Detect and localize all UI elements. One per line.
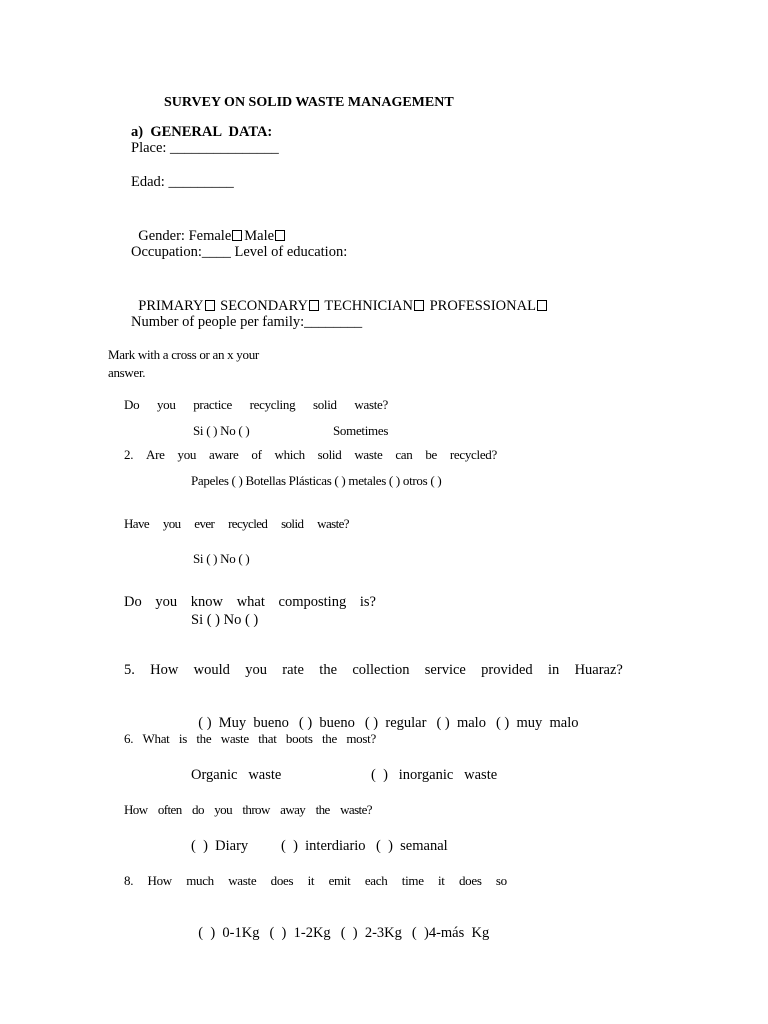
q5-answer-options <box>191 696 579 732</box>
family-people-field[interactable]: Number of people per family:________ <box>131 314 363 330</box>
q8-word: 8. <box>124 873 134 888</box>
q5-word: would <box>193 662 230 678</box>
q5-word: 5. <box>124 662 135 678</box>
q6-word: the <box>321 731 337 746</box>
q2-word: Are <box>146 447 165 462</box>
q5-option[interactable]: ( ) malo <box>436 715 486 731</box>
q7-word: How <box>124 802 148 817</box>
q4-word: know <box>190 594 224 610</box>
q6-word: that <box>258 731 277 746</box>
q2-word: solid <box>317 447 342 462</box>
q1-answer-options[interactable]: Si ( ) No ( ) <box>193 423 250 438</box>
question-5 <box>124 661 623 679</box>
female-checkbox[interactable] <box>232 230 242 241</box>
q7-word: away <box>280 802 306 817</box>
q8-word: time <box>401 873 424 888</box>
male-checkbox[interactable] <box>275 230 285 241</box>
q8-word: does <box>458 873 482 888</box>
q6-word: waste <box>220 731 249 746</box>
q5-word: the <box>319 662 338 678</box>
q3-word: Have <box>124 516 150 531</box>
education-row <box>131 279 549 315</box>
question-1 <box>124 396 388 414</box>
q6-word: most? <box>346 731 376 746</box>
q7-word: do <box>192 802 204 817</box>
q7-word: the <box>315 802 330 817</box>
q6-word: What <box>142 731 170 746</box>
q6-word: is <box>178 731 187 746</box>
q7-word: often <box>157 802 182 817</box>
q5-word: in <box>547 662 560 678</box>
professional-checkbox[interactable] <box>537 300 547 311</box>
place-field[interactable]: Place: _______________ <box>131 140 279 156</box>
male-label: Male <box>244 228 275 244</box>
q6-word: the <box>196 731 212 746</box>
instruction-line-1: Mark with a cross or an x your <box>108 347 259 362</box>
q2-word: 2. <box>124 447 134 462</box>
q2-word: of <box>251 447 262 462</box>
q8-word: waste <box>228 873 257 888</box>
q5-word: collection <box>352 662 410 678</box>
q8-word: it <box>307 873 315 888</box>
q6-word: 6. <box>124 731 134 746</box>
q5-word: service <box>424 662 466 678</box>
q4-word: Do <box>124 594 142 610</box>
q2-word: you <box>177 447 197 462</box>
q7-word: throw <box>242 802 270 817</box>
instruction-line-2: answer. <box>108 365 146 380</box>
q5-option[interactable]: ( ) muy malo <box>495 715 579 731</box>
q8-option[interactable]: ( ) 2-3Kg <box>340 925 402 941</box>
q3-answer-options[interactable]: Si ( ) No ( ) <box>193 551 250 566</box>
q1-word: you <box>156 397 176 412</box>
q4-word: is? <box>359 594 376 610</box>
primary-checkbox[interactable] <box>205 300 215 311</box>
q8-option[interactable]: ( ) 1-2Kg <box>269 925 331 941</box>
q8-word: each <box>364 873 388 888</box>
q1-word: practice <box>193 397 232 412</box>
q3-word: waste? <box>317 516 349 531</box>
question-6 <box>124 730 376 748</box>
q2-word: can <box>395 447 413 462</box>
question-7 <box>124 801 372 819</box>
occupation-field[interactable]: Occupation:____ Level of education: <box>131 244 348 260</box>
age-field[interactable]: Edad: _________ <box>131 174 234 190</box>
q8-word: so <box>495 873 507 888</box>
secondary-checkbox[interactable] <box>309 300 319 311</box>
q2-answer-options[interactable]: Papeles ( ) Botellas Plásticas ( ) metales ( ) otros ( ) <box>191 473 442 488</box>
q5-option[interactable]: ( ) Muy bueno <box>198 715 289 731</box>
female-label: Female <box>188 228 232 244</box>
q1-sometimes-option[interactable]: Sometimes <box>333 423 389 438</box>
primary-label: PRIMARY <box>138 298 204 314</box>
q1-word: Do <box>124 397 140 412</box>
q8-word: does <box>270 873 294 888</box>
q1-word: waste? <box>354 397 388 412</box>
q2-word: waste <box>354 447 383 462</box>
q8-option[interactable]: ( ) 0-1Kg <box>198 925 260 941</box>
secondary-label: SECONDARY <box>220 298 308 314</box>
q3-word: recycled <box>228 516 268 531</box>
q1-word: recycling <box>249 397 296 412</box>
question-8 <box>124 872 507 890</box>
professional-label: PROFESSIONAL <box>429 298 536 314</box>
q7-option-semanal[interactable]: ( ) semanal <box>376 838 448 854</box>
q5-option[interactable]: ( ) regular <box>364 715 427 731</box>
q6-word: boots <box>285 731 313 746</box>
q7-word: waste? <box>340 802 372 817</box>
q7-word: you <box>214 802 232 817</box>
q2-word: be <box>425 447 437 462</box>
q4-word: you <box>155 594 178 610</box>
q8-word: much <box>186 873 214 888</box>
section-general-data: a) GENERAL DATA: <box>131 124 273 140</box>
q5-word: you <box>245 662 267 678</box>
q2-word: which <box>274 447 305 462</box>
q2-word: recycled? <box>449 447 497 462</box>
q3-word: ever <box>194 516 215 531</box>
q8-option[interactable]: ( )4-más Kg <box>411 925 490 941</box>
q4-word: composting <box>278 594 347 610</box>
q2-word: aware <box>208 447 239 462</box>
q5-word: How <box>150 662 179 678</box>
page-title: SURVEY ON SOLID WASTE MANAGEMENT <box>164 95 454 110</box>
q8-word: How <box>147 873 172 888</box>
q7-option-diary[interactable]: ( ) Diary <box>191 838 249 854</box>
question-3 <box>124 515 349 533</box>
q3-word: solid <box>281 516 304 531</box>
q7-option-interdiario[interactable]: ( ) interdiario <box>281 838 366 854</box>
q8-word: emit <box>328 873 351 888</box>
question-4 <box>124 593 376 611</box>
q4-word: what <box>236 594 265 610</box>
q5-word: rate <box>282 662 304 678</box>
technician-label: TECHNICIAN <box>324 298 413 314</box>
q3-word: you <box>162 516 181 531</box>
q6-option-organic[interactable]: Organic waste <box>191 767 282 783</box>
technician-checkbox[interactable] <box>414 300 424 311</box>
question-2 <box>124 446 497 464</box>
q5-word: provided <box>481 662 533 678</box>
q8-word: it <box>438 873 445 888</box>
gender-row <box>131 209 287 245</box>
q5-option[interactable]: ( ) bueno <box>298 715 355 731</box>
q4-answer-options[interactable]: Si ( ) No ( ) <box>191 612 259 628</box>
q6-option-inorganic[interactable]: ( ) inorganic waste <box>371 767 498 783</box>
q5-word: Huaraz? <box>574 662 623 678</box>
gender-label: Gender: <box>138 228 185 244</box>
q1-word: solid <box>312 397 337 412</box>
q8-answer-options <box>191 906 489 942</box>
